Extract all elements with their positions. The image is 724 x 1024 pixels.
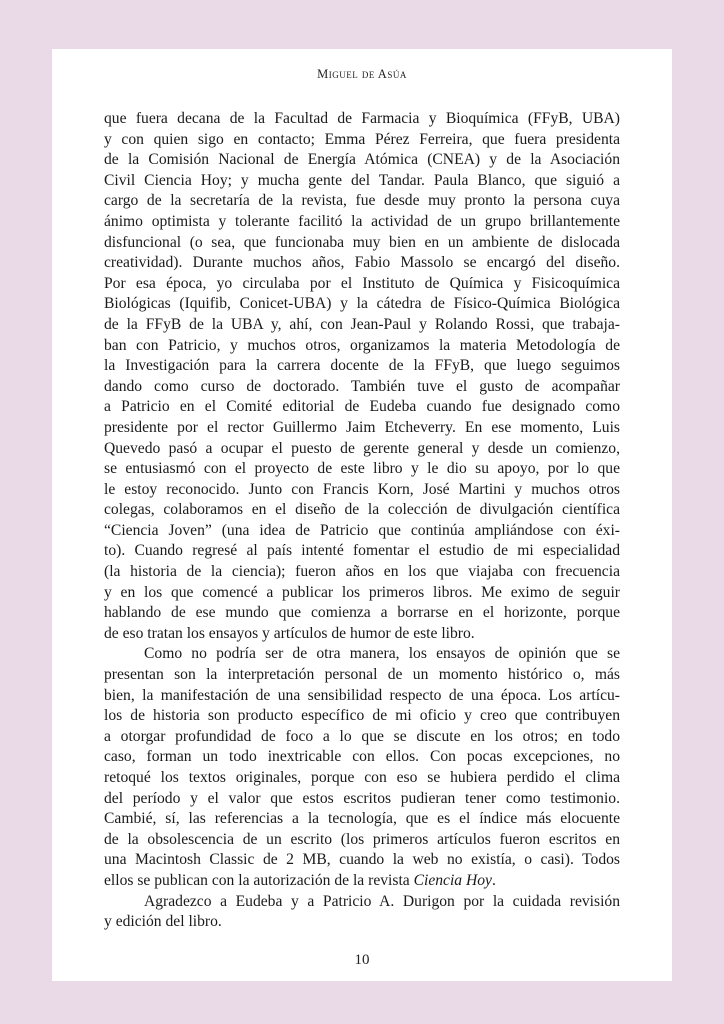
text-line: Como no podría ser de otra manera, los ensayos de opinión que se (144, 645, 620, 663)
text-line: “Ciencia Joven” (una idea de Patricio que continúa ampliándose con éxi- (104, 521, 620, 539)
text-line: colegas, colaboramos en el diseño de la colección de divulgación científica (104, 501, 620, 519)
magazine-title: Ciencia Hoy (413, 871, 492, 889)
text-line: bien, la manifestación de una sensibilidad respecto de una época. Los artícu- (104, 686, 620, 704)
text-line: disfuncional (o sea, que funcionaba muy bien en un ambiente de dislocada (104, 233, 620, 251)
text-line: dando como curso de doctorado. También tuve el gusto de acompañar (104, 377, 620, 395)
text-line: Cambié, sí, las referencias a la tecnología, que es el índice más elocuente (104, 810, 620, 828)
text-line: ban con Patricio, y muchos otros, organizamos la materia Metodología de (104, 336, 620, 354)
text-line: y en los que comencé a publicar los primeros libros. Me eximo de seguir (104, 583, 620, 601)
text-fragment: . (491, 871, 496, 889)
text-line: (la historia de la ciencia); fueron años en los que viajaba con frecuencia (104, 563, 620, 581)
text-line: de la FFyB de la UBA y, ahí, con Jean-Paul y Rolando Rossi, que trabaja- (104, 315, 620, 333)
text-line: una Macintosh Classic de 2 MB, cuando la web no existía, o casi). Todos (104, 851, 620, 869)
text-line: cargo de la secretaría de la revista, fue desde muy pronto la persona cuya (104, 192, 620, 210)
text-line: de la obsolescencia de un escrito (los primeros artículos fueron escritos en (104, 830, 620, 848)
text-line: a otorgar profundidad de foco a lo que se discute en los otros; en todo (104, 727, 620, 745)
text-line (104, 871, 620, 892)
body-text (104, 109, 620, 933)
text-line: hablando de ese mundo que comienza a borrarse en el horizonte, porque (104, 604, 620, 622)
text-line: Por esa época, yo circulaba por el Instituto de Química y Fisicoquímica (104, 274, 620, 292)
text-line: se entusiasmó con el proyecto de este libro y le dio su apoyo, por lo que (104, 460, 620, 478)
text-line: Quevedo pasó a ocupar el puesto de gerente general y desde un comienzo, (104, 439, 620, 457)
page-number: 10 (354, 952, 370, 968)
book-page (52, 49, 672, 981)
text-line: ánimo optimista y tolerante facilitó la actividad de un grupo brillantemente (104, 212, 620, 230)
text-line: de la Comisión Nacional de Energía Atómica (CNEA) y de la Asociación (104, 151, 620, 169)
text-line: presidente por el rector Guillermo Jaim Etcheverry. En ese momento, Luis (104, 418, 620, 436)
text-line: a Patricio en el Comité editorial de Eudeba cuando fue designado como (104, 398, 620, 416)
text-line: los de historia son producto específico de mi oficio y creo que contribuyen (104, 707, 620, 725)
text-line: retoqué los textos originales, porque con eso se hubiera perdido el clima (104, 769, 620, 786)
text-line: del período y el valor que estos escritos pudieran tener como testimonio. (104, 789, 620, 807)
text-line: de eso tratan los ensayos y artículos de humor de este libro. (104, 624, 475, 642)
text-line: to). Cuando regresé al país intenté fomentar el estudio de mi especialidad (104, 542, 620, 560)
text-line: presentan son la interpretación personal de un momento histórico o, más (104, 666, 620, 684)
text-line: y edición del libro. (104, 913, 222, 931)
text-line: Agradezco a Eudeba y a Patricio A. Durigon por la cuidada revisión (144, 892, 620, 910)
running-header: Miguel de Asúa (317, 67, 407, 81)
text-line: que fuera decana de la Facultad de Farmacia y Bioquímica (FFyB, UBA) (104, 110, 620, 127)
text-line: caso, forman un todo inextricable con ellos. Con pocas excepciones, no (104, 748, 620, 766)
text-line: y con quien sigo en contacto; Emma Pérez Ferreira, que fuera presidenta (104, 130, 620, 148)
text-line: le estoy reconocido. Junto con Francis Korn, José Martini y muchos otros (104, 480, 620, 498)
text-line: Civil Ciencia Hoy; y mucha gente del Tandar. Paula Blanco, que siguió a (104, 171, 620, 189)
text-fragment: ellos se publican con la autorización de la revista (104, 871, 414, 889)
text-line: la Investigación para la carrera docente de la FFyB, que luego seguimos (104, 357, 620, 375)
text-line: Biológicas (Iquifib, Conicet-UBA) y la cátedra de Físico-Química Biológica (104, 295, 620, 313)
text-line: creatividad). Durante muchos años, Fabio Massolo se encargó del diseño. (104, 254, 620, 272)
